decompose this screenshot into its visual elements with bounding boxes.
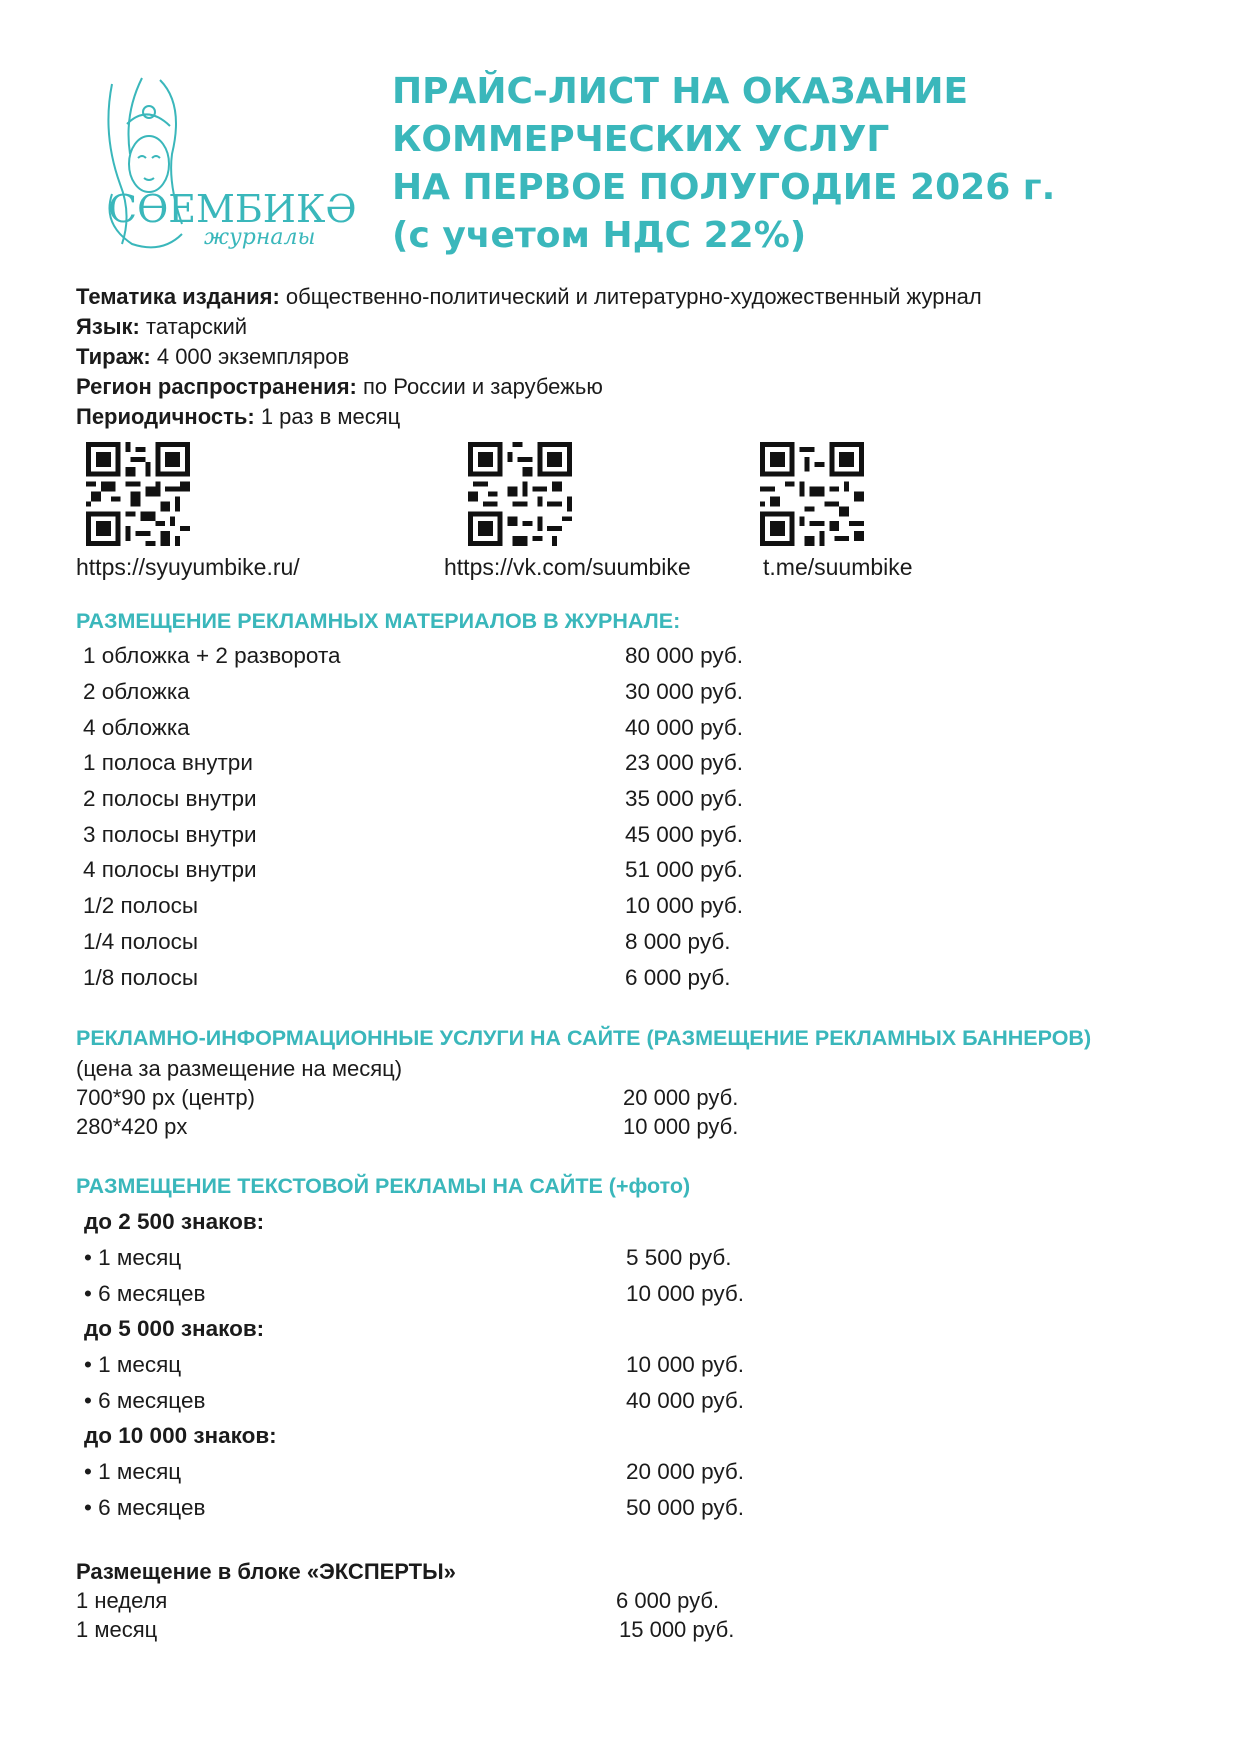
banner-row: 280*420 px 10 000 руб. <box>76 1112 187 1142</box>
experts-row: 1 неделя 6 000 руб. <box>76 1586 167 1616</box>
telegram-link[interactable]: t.me/suumbike <box>763 554 913 580</box>
price: 20 000 руб. <box>626 1459 744 1484</box>
title-line-3: НА ПЕРВОЕ ПОЛУГОДИЕ 2026 г. <box>392 167 1056 208</box>
magazine-section-heading: РАЗМЕЩЕНИЕ РЕКЛАМНЫХ МАТЕРИАЛОВ В ЖУРНАЛЕ: <box>76 609 681 633</box>
magazine-row: 2 полосы внутри 35 000 руб. <box>83 784 257 814</box>
price: 6 000 руб. <box>625 965 731 990</box>
site-link[interactable]: https://syuyumbike.ru/ <box>76 554 300 580</box>
magazine-row: 4 полосы внутри 51 000 руб. <box>83 855 257 885</box>
magazine-logo <box>72 74 357 254</box>
magazine-row: 3 полосы внутри 45 000 руб. <box>83 820 257 850</box>
logo-name: СӨЕМБИКӘ <box>108 187 357 231</box>
qr-code-vk[interactable] <box>468 442 572 546</box>
price: 51 000 руб. <box>625 857 743 882</box>
price: 80 000 руб. <box>625 643 743 668</box>
logo-subtitle: журналы <box>204 225 316 250</box>
price: 50 000 руб. <box>626 1495 744 1520</box>
text-ads-group-title: до 2 500 знаков: <box>84 1209 265 1234</box>
text-ads-row: • 1 месяц 20 000 руб. <box>84 1457 181 1487</box>
title-line-1: ПРАЙС-ЛИСТ НА ОКАЗАНИЕ <box>392 71 969 112</box>
qr-code-telegram[interactable] <box>760 442 864 546</box>
magazine-row: 1 полоса внутри 23 000 руб. <box>83 748 253 778</box>
qr-code-site[interactable] <box>86 442 190 546</box>
circulation-label: Тираж: <box>76 344 151 369</box>
magazine-row: 1 обложка + 2 разворота 80 000 руб. <box>83 641 341 671</box>
magazine-row: 2 обложка 30 000 руб. <box>83 677 190 707</box>
text-ads-row: • 6 месяцев 50 000 руб. <box>84 1493 205 1523</box>
text-ads-row: • 6 месяцев 40 000 руб. <box>84 1386 205 1416</box>
magazine-row: 4 обложка 40 000 руб. <box>83 713 190 743</box>
circulation-value: 4 000 экземпляров <box>150 344 350 369</box>
price: 40 000 руб. <box>626 1388 744 1413</box>
price: 30 000 руб. <box>625 679 743 704</box>
price: 35 000 руб. <box>625 786 743 811</box>
price: 23 000 руб. <box>625 750 743 775</box>
price: 8 000 руб. <box>625 929 731 954</box>
language-label: Язык: <box>76 314 140 339</box>
banner-section-heading: РЕКЛАМНО-ИНФОРМАЦИОННЫЕ УСЛУГИ НА САЙТЕ (РАЗМЕЩЕНИЕ РЕКЛАМНЫХ БАННЕРОВ) <box>76 1026 1092 1050</box>
magazine-row: 1/8 полосы 6 000 руб. <box>83 963 198 993</box>
magazine-row: 1/2 полосы 10 000 руб. <box>83 891 198 921</box>
magazine-row: 1/4 полосы 8 000 руб. <box>83 927 198 957</box>
banner-price-note: (цена за размещение на месяц) <box>76 1056 403 1081</box>
price: 10 000 руб. <box>626 1352 744 1377</box>
vk-link[interactable]: https://vk.com/suumbike <box>444 554 691 580</box>
price: 15 000 руб. <box>619 1617 735 1642</box>
price: 5 500 руб. <box>626 1245 732 1270</box>
price: 10 000 руб. <box>623 1114 739 1139</box>
price: 6 000 руб. <box>616 1588 720 1613</box>
experts-row: 1 месяц 15 000 руб. <box>76 1615 157 1645</box>
topic-value: общественно-политический и литературно-художественный журнал <box>279 284 982 309</box>
text-ads-row: • 1 месяц 10 000 руб. <box>84 1350 181 1380</box>
text-ads-row: • 1 месяц 5 500 руб. <box>84 1243 181 1273</box>
title-line-2: КОММЕРЧЕСКИХ УСЛУГ <box>392 119 890 160</box>
topic-label: Тематика издания: <box>76 284 280 309</box>
periodicity-value: 1 раз в месяц <box>254 404 401 429</box>
page-title <box>392 68 1192 260</box>
price: 20 000 руб. <box>623 1085 739 1110</box>
price: 40 000 руб. <box>625 715 743 740</box>
banner-row: 700*90 px (центр) 20 000 руб. <box>76 1083 255 1113</box>
text-ads-group-title: до 10 000 знаков: <box>84 1423 277 1448</box>
experts-heading: Размещение в блоке «ЭКСПЕРТЫ» <box>76 1559 456 1584</box>
language-value: татарский <box>139 314 248 339</box>
text-ads-section-heading: РАЗМЕЩЕНИЕ ТЕКСТОВОЙ РЕКЛАМЫ НА САЙТЕ (+фото) <box>76 1174 691 1198</box>
text-ads-row: • 6 месяцев 10 000 руб. <box>84 1279 205 1309</box>
text-ads-group-title: до 5 000 знаков: <box>84 1316 265 1341</box>
region-value: по России и зарубежью <box>356 374 603 399</box>
price: 10 000 руб. <box>626 1281 744 1306</box>
title-line-4: (с учетом НДС 22%) <box>392 215 807 256</box>
region-label: Регион распространения: <box>76 374 357 399</box>
publication-info <box>76 282 982 432</box>
price: 45 000 руб. <box>625 822 743 847</box>
price: 10 000 руб. <box>625 893 743 918</box>
periodicity-label: Периодичность: <box>76 404 255 429</box>
